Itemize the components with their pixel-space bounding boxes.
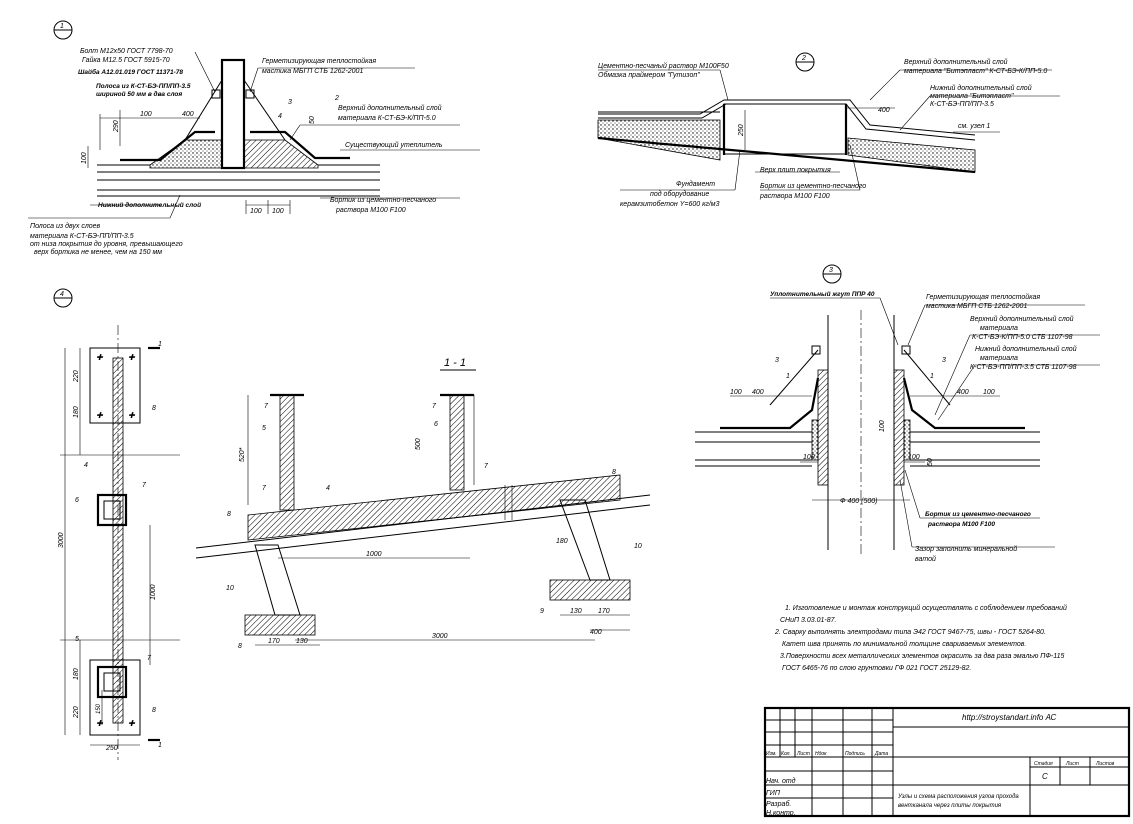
section-d520: 520* <box>239 447 246 462</box>
stamp-desc-2: вентканала через плиты покрытия <box>898 803 1002 809</box>
stamp-site: http://stroystandart.info АС <box>962 713 1057 722</box>
node-3-diameter: Ф 400 (500) <box>840 498 878 505</box>
node-3-tag-3a: 3 <box>775 357 779 364</box>
node-3-tag-1a: 1 <box>786 373 790 380</box>
node-2-mortar-2: Обмазка праймером "Гутизоп" <box>598 72 700 79</box>
node-1-band-1: Полоса из двух слоев <box>30 223 101 230</box>
node-4-d220b: 220 <box>73 706 80 718</box>
note-1: 1. Изготовление и монтаж конструкций осуществлять с соблюдением требований <box>785 605 1067 612</box>
node-1-detail <box>28 21 480 256</box>
node-1-band-4: верх бортика не менее, чем на 150 мм <box>34 249 163 256</box>
node-1-sealant-2: мастика МБГП СТБ 1262-2001 <box>262 68 364 75</box>
node-2-upper-2: материала "Битэпласт" К-СТ-БЭ-К/ПП-5.0 <box>904 68 1048 75</box>
node-4-d220a: 220 <box>73 370 80 382</box>
node-2-see-node: см. узел 1 <box>958 123 991 130</box>
section-d1000: 1000 <box>366 551 382 558</box>
section-t9: 9 <box>540 608 544 615</box>
stamp-r1: Нач. отд <box>766 778 796 785</box>
node-3-dim-400b: 400 <box>957 389 969 396</box>
node-4-d250: 250 <box>106 745 118 752</box>
node-1-lower: Нижний дополнительный слой <box>98 202 202 209</box>
node-1-dim-50: 50 <box>309 116 316 124</box>
node-3-gap-2: ватой <box>915 556 936 563</box>
node-3-dim-100b: 100 <box>983 389 995 396</box>
node-4-t1a: 1 <box>158 341 162 348</box>
section-t4: 4 <box>326 485 330 492</box>
node-1-dim-100: 100 <box>140 111 152 118</box>
node-1-dim-290: 290 <box>113 120 120 132</box>
node-3-sealant-1: Герметизирующая теплостойкая <box>926 294 1041 301</box>
node-1-strip-2: шириной 50 мм в два слоя <box>96 91 183 98</box>
node-4-t8a: 8 <box>152 405 156 412</box>
note-2b: Катет шва принять по минимальной толщине свариваемых элементов. <box>782 641 1027 648</box>
stamp-desc-1: Узлы и схема расположения узлов прохода <box>898 794 1019 800</box>
node-4-plan <box>54 289 180 760</box>
node-4-d3000: 3000 <box>58 532 65 548</box>
node-3-dim-100d: 100 <box>908 454 920 461</box>
section-t10b: 10 <box>634 543 642 550</box>
node-2-marker-label: 2 <box>802 55 806 62</box>
node-1-sealant-1: Герметизирующая теплостойкая <box>262 58 377 65</box>
section-d400: 400 <box>590 629 602 636</box>
node-1-curb-right <box>244 140 318 168</box>
node-2-dim-400: 400 <box>878 107 890 114</box>
notes-block <box>774 604 1067 672</box>
node-1-dim-100b: 100 <box>81 152 88 164</box>
section-d130a: 130 <box>296 638 308 645</box>
node-3-dim-100a: 100 <box>730 389 742 396</box>
stamp-stage-h: Стадия <box>1034 761 1053 767</box>
node-3-upper-3: К-СТ-БЭ-К/ПП-5.0 СТБ 1107-98 <box>972 334 1073 341</box>
svg-text:✚: ✚ <box>128 719 135 728</box>
section-t8a: 8 <box>227 511 231 518</box>
node-2-mortar-1: Цементно-песчаный раствор М100F50 <box>598 63 729 70</box>
node-3-curb-1: Бортик из цементно-песчаного <box>925 511 1031 518</box>
node-4-t5: 5 <box>75 636 79 643</box>
node-1-tag-3: 3 <box>288 99 292 106</box>
node-1-strip-1: Полоса из К-СТ-БЭ-ПП/ПП-3.5 <box>96 83 191 90</box>
node-1-upper-1: Верхний дополнительный слой <box>338 105 442 112</box>
node-3-marker-label: 3 <box>829 267 833 274</box>
node-1-marker-label: 1 <box>60 23 64 30</box>
node-1-dim-100d: 100 <box>272 208 284 215</box>
node-4-t4: 4 <box>84 462 88 469</box>
note-3b: ГОСТ 6465-76 по слою грунтовки ГФ 021 ГОСТ 25129-82. <box>782 665 972 672</box>
node-2-curb-1: Бортик из цементно-песчаного <box>760 183 867 190</box>
node-1-dim-100c: 100 <box>250 208 262 215</box>
stamp-h-sign: Подпись <box>845 751 865 757</box>
node-1-upper-2: материала К-СТ-БЭ-К/ПП-5.0 <box>338 115 436 122</box>
node-4-t1b: 1 <box>158 742 162 749</box>
node-1-nut: Гайка М12.5 ГОСТ 5915-70 <box>82 57 170 64</box>
node-4-d180b: 180 <box>73 668 80 680</box>
section-t8c: 8 <box>238 643 242 650</box>
node-1-tag-4: 4 <box>278 113 282 120</box>
section-t7c: 7 <box>484 463 488 470</box>
stamp-r2: ГИП <box>766 790 780 797</box>
node-3-tag-1b: 1 <box>930 373 934 380</box>
node-1-band-3: от низа покрытия до уровня, превышающего <box>30 241 183 248</box>
node-3-upper-2: материала <box>980 325 1018 332</box>
node-4-marker-label: 4 <box>60 291 64 298</box>
stamp-h-ndok: Ндок <box>815 751 827 757</box>
node-1-vent-pipe <box>222 60 244 168</box>
node-1-bolt: Болт М12х50 ГОСТ 7798-70 <box>80 48 173 55</box>
node-3-sealant-2: мастика МБГП СТБ 1262-2001 <box>926 303 1028 310</box>
section-t7b: 7 <box>432 403 436 410</box>
node-1-curb-left <box>150 140 222 168</box>
node-3-gap-1: Зазор заполнить минеральной <box>915 546 1018 553</box>
node-2-found-1: Фундамент <box>676 181 716 188</box>
node-4-d150: 150 <box>96 703 102 714</box>
node-2-detail <box>598 53 1060 208</box>
section-t10a: 10 <box>226 585 234 592</box>
section-d170b: 170 <box>598 608 610 615</box>
node-4-t6: 6 <box>75 497 79 504</box>
node-1-washer: Шайба А12.01.019 ГОСТ 11371-78 <box>78 69 183 76</box>
svg-text:✚: ✚ <box>128 353 135 362</box>
node-3-dim-100e: 100 <box>879 420 886 432</box>
node-4-t7a: 7 <box>142 482 146 489</box>
section-d500: 500 <box>415 438 422 450</box>
node-3-curb-2: раствора М100 F100 <box>928 521 995 528</box>
section-d3000: 3000 <box>432 633 448 640</box>
node-3-upper-1: Верхний дополнительный слой <box>970 316 1074 323</box>
stamp-h-date: Дата <box>875 751 889 757</box>
svg-text:✚: ✚ <box>96 411 103 420</box>
stamp-stage: С <box>1042 772 1048 781</box>
node-3-ring: Уплотнительный жгут ППР 40 <box>770 291 875 298</box>
note-3: 3.Поверхности всех металлических элементов окрасить за два раза эмалью ПФ-115 <box>780 653 1065 660</box>
node-3-tag-3b: 3 <box>942 357 946 364</box>
node-1-band-2: материала К-СТ-БЭ-ПП/ПП-3.5 <box>30 233 134 240</box>
node-2-found-2: под оборудование <box>650 191 710 198</box>
stamp-h-izm: Изм. <box>766 751 777 757</box>
node-2-lower-1: Нижний дополнительный слой <box>930 85 1032 92</box>
svg-text:✚: ✚ <box>96 719 103 728</box>
node-3-lower-2: материала <box>980 355 1018 362</box>
node-3-dim-400a: 400 <box>752 389 764 396</box>
section-t6: 6 <box>434 421 438 428</box>
title-block <box>765 708 1129 817</box>
note-1b: СНиП 3.03.01-87. <box>780 617 837 624</box>
node-4-t8b: 8 <box>152 707 156 714</box>
node-2-slab-top: Верх плит покрытия <box>760 167 831 174</box>
section-title: 1 - 1 <box>444 357 467 369</box>
node-2-found-3: керамзитобетон Y=600 кг/м3 <box>620 201 720 208</box>
node-1-curb-2: раствора М100 F100 <box>336 207 406 214</box>
node-2-dim-250: 250 <box>738 124 745 136</box>
stamp-h-list: Лист <box>797 751 810 757</box>
node-1-insulation: Существующий утеплитель <box>345 142 443 149</box>
stamp-sheets-h: Листов <box>1096 761 1115 767</box>
node-4-t7b: 7 <box>147 655 151 662</box>
section-t8b: 8 <box>612 469 616 476</box>
svg-text:✚: ✚ <box>96 353 103 362</box>
node-2-lower-3: К-СТ-БЭ-ПП/ПП-3.5 <box>930 101 994 108</box>
node-1-tag-2: 2 <box>335 95 339 102</box>
note-2: 2. Сварку выполнять электродами типа Э42 ГОСТ 9467-75, швы - ГОСТ 5264-80. <box>775 629 1046 636</box>
stamp-sheet-h: Лист <box>1066 761 1079 767</box>
stamp-r4: Н.контр. <box>766 810 796 817</box>
node-3-lower-1: Нижний дополнительный слой <box>975 346 1077 353</box>
section-d180: 180 <box>556 538 568 545</box>
node-1-dim-400: 400 <box>182 111 194 118</box>
node-2-lower-2: материала "Битэпласт" <box>930 93 1014 100</box>
section-d170a: 170 <box>268 638 280 645</box>
section-t7d: 7 <box>262 485 266 492</box>
node-2-upper-1: Верхний дополнительный слой <box>904 59 1008 66</box>
stamp-r3: Разраб. <box>766 801 792 808</box>
section-d130b: 130 <box>570 608 582 615</box>
node-1-curb-1: Бортик из цементно-песчаного <box>330 197 437 204</box>
section-t5: 5 <box>262 425 266 432</box>
node-3-dim-50: 50 <box>927 458 934 466</box>
section-1-1 <box>196 357 650 650</box>
node-2-curb-2: раствора М100 F100 <box>760 193 830 200</box>
node-4-d180a: 180 <box>73 406 80 418</box>
svg-text:✚: ✚ <box>128 411 135 420</box>
node-4-d1000: 1000 <box>150 584 157 600</box>
stamp-h-kol: Кол. <box>781 751 791 757</box>
node-3-detail <box>695 265 1100 563</box>
node-3-lower-3: К-СТ-БЭ-ПП/ПП-3.5 СТБ 1107-98 <box>970 364 1077 371</box>
section-t7a: 7 <box>264 403 268 410</box>
node-3-dim-100c: 100 <box>803 454 815 461</box>
